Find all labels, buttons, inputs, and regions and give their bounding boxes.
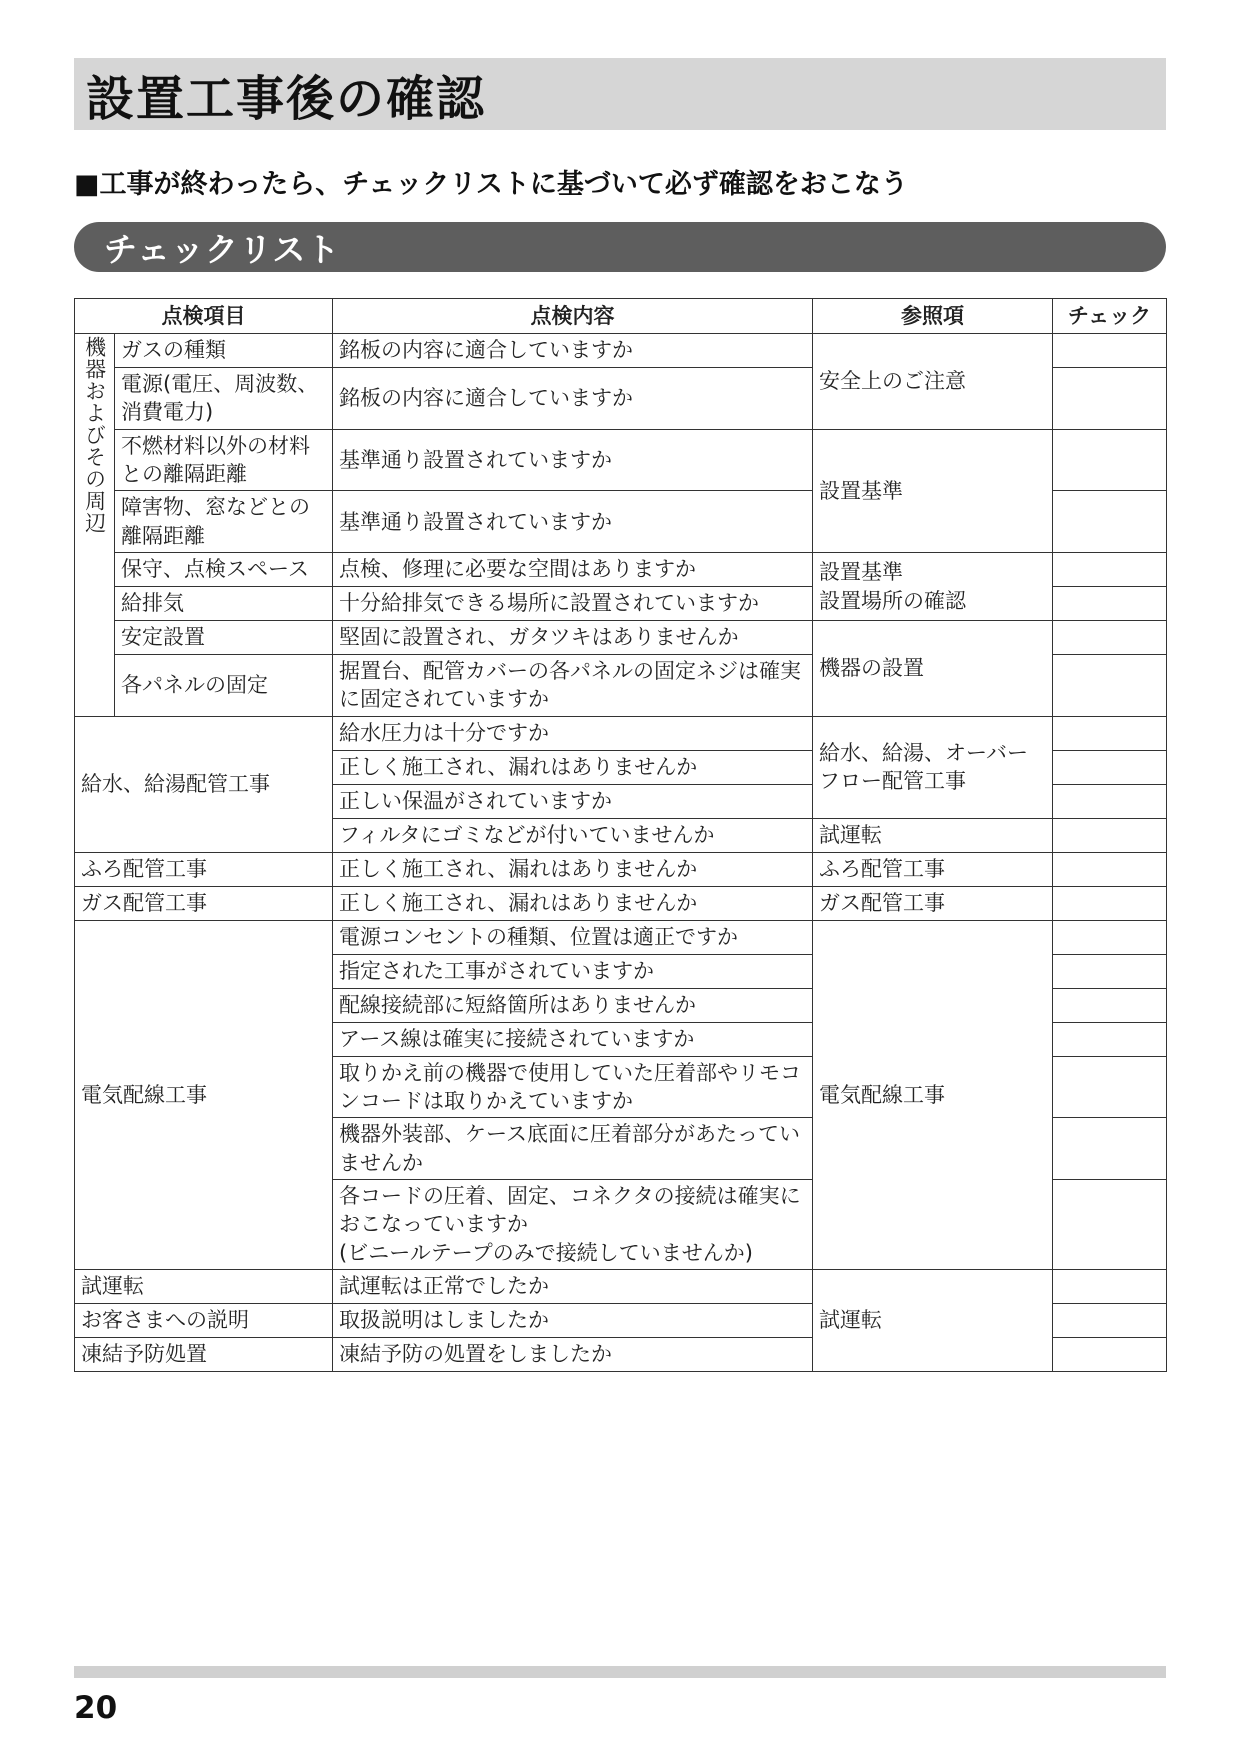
check-box[interactable]	[1053, 716, 1167, 750]
check-box[interactable]	[1053, 553, 1167, 587]
lead-instruction: ■工事が終わったら、チェックリストに基づいて必ず確認をおこなう	[74, 169, 908, 200]
content-cell: 点検、修理に必要な空間はありますか	[333, 553, 813, 587]
reference-cell: 機器の設置	[813, 621, 1053, 717]
check-box[interactable]	[1053, 587, 1167, 621]
content-cell: 給水圧力は十分ですか	[333, 716, 813, 750]
table-row	[75, 886, 1167, 920]
item-cell: 安定設置	[115, 621, 333, 655]
content-cell: 正しく施工され、漏れはありませんか	[333, 750, 813, 784]
table-row	[75, 621, 1167, 655]
check-box[interactable]	[1053, 954, 1167, 988]
reference-cell: 試運転	[813, 1270, 1053, 1372]
content-cell: 凍結予防の処置をしましたか	[333, 1338, 813, 1372]
item-cell: 凍結予防処置	[75, 1338, 333, 1372]
table-row	[75, 553, 1167, 587]
check-box[interactable]	[1053, 1180, 1167, 1270]
content-cell: 銘板の内容に適合していますか	[333, 368, 813, 430]
item-cell: 不燃材料以外の材料との離隔距離	[115, 429, 333, 491]
content-cell: アース線は確実に接続されていますか	[333, 1022, 813, 1056]
check-box[interactable]	[1053, 988, 1167, 1022]
item-cell: 障害物、窓などとの離隔距離	[115, 491, 333, 553]
content-cell: 指定された工事がされていますか	[333, 954, 813, 988]
content-cell: 配線接続部に短絡箇所はありませんか	[333, 988, 813, 1022]
content-cell: 十分給排気できる場所に設置されていますか	[333, 587, 813, 621]
title-bar	[74, 58, 1166, 130]
item-cell: ふろ配管工事	[75, 852, 333, 886]
content-cell: 堅固に設置され、ガタツキはありませんか	[333, 621, 813, 655]
header-check: チェック	[1053, 299, 1167, 334]
check-box[interactable]	[1053, 920, 1167, 954]
check-box[interactable]	[1053, 784, 1167, 818]
check-box[interactable]	[1053, 491, 1167, 553]
reference-cell: ふろ配管工事	[813, 852, 1053, 886]
content-cell: 電源コンセントの種類、位置は適正ですか	[333, 920, 813, 954]
item-cell: 保守、点検スペース	[115, 553, 333, 587]
item-cell: 各パネルの固定	[115, 655, 333, 717]
item-cell: 給排気	[115, 587, 333, 621]
item-cell: ガス配管工事	[75, 886, 333, 920]
reference-cell: 電気配線工事	[813, 920, 1053, 1269]
page-title: 設置工事後の確認	[86, 70, 487, 127]
table-row	[75, 429, 1167, 491]
content-cell: 正しい保温がされていますか	[333, 784, 813, 818]
check-box[interactable]	[1053, 368, 1167, 430]
header-reference: 参照項	[813, 299, 1053, 334]
content-cell: 据置台、配管カバーの各パネルの固定ネジは確実に固定されていますか	[333, 655, 813, 717]
reference-line: 設置場所の確認	[819, 588, 966, 613]
content-cell: 機器外装部、ケース底面に圧着部分があたっていませんか	[333, 1118, 813, 1180]
check-box[interactable]	[1053, 1056, 1167, 1118]
reference-cell: 設置基準	[813, 429, 1053, 552]
content-cell: 正しく施工され、漏れはありませんか	[333, 852, 813, 886]
content-cell: 基準通り設置されていますか	[333, 491, 813, 553]
content-cell: 銘板の内容に適合していますか	[333, 334, 813, 368]
check-box[interactable]	[1053, 1304, 1167, 1338]
item-cell: お客さまへの説明	[75, 1304, 333, 1338]
check-box[interactable]	[1053, 750, 1167, 784]
check-box[interactable]	[1053, 429, 1167, 491]
check-box[interactable]	[1053, 621, 1167, 655]
reference-cell: 試運転	[813, 818, 1053, 852]
check-box[interactable]	[1053, 852, 1167, 886]
table-row	[75, 852, 1167, 886]
reference-cell: 給水、給湯、オーバーフロー配管工事	[813, 716, 1053, 818]
table-row	[75, 716, 1167, 750]
item-cell: 電気配線工事	[75, 920, 333, 1269]
footer-bar	[74, 1666, 1166, 1678]
table-header-row	[75, 299, 1167, 334]
table-row	[75, 920, 1167, 954]
section-header	[74, 222, 1166, 272]
header-content: 点検内容	[333, 299, 813, 334]
reference-cell: ガス配管工事	[813, 886, 1053, 920]
content-cell: フィルタにゴミなどが付いていませんか	[333, 818, 813, 852]
content-cell: 取扱説明はしましたか	[333, 1304, 813, 1338]
item-cell: 試運転	[75, 1270, 333, 1304]
reference-line: 設置基準	[819, 560, 903, 585]
item-cell: 電源(電圧、周波数、消費電力)	[115, 368, 333, 430]
reference-cell: 安全上のご注意	[813, 334, 1053, 430]
content-line: (ビニールテープのみで接続していませんか)	[339, 1240, 753, 1265]
page-number: 20	[74, 1690, 118, 1726]
group-label-equipment: 機器およびその周辺	[75, 334, 115, 717]
reference-cell	[813, 553, 1053, 621]
check-box[interactable]	[1053, 334, 1167, 368]
table-row	[75, 1270, 1167, 1304]
check-box[interactable]	[1053, 1338, 1167, 1372]
content-line: 各コードの圧着、固定、コネクタの接続は確実におこなっていますか	[339, 1184, 801, 1237]
content-cell: 基準通り設置されていますか	[333, 429, 813, 491]
content-cell: 取りかえ前の機器で使用していた圧着部やリモコンコードは取りかえていますか	[333, 1056, 813, 1118]
content-cell: 試運転は正常でしたか	[333, 1270, 813, 1304]
table-row	[75, 334, 1167, 368]
content-cell	[333, 1180, 813, 1270]
item-cell: 給水、給湯配管工事	[75, 716, 333, 852]
item-cell: ガスの種類	[115, 334, 333, 368]
checklist-table	[74, 298, 1167, 1372]
check-box[interactable]	[1053, 1118, 1167, 1180]
section-label: チェックリスト	[104, 229, 341, 269]
check-box[interactable]	[1053, 886, 1167, 920]
check-box[interactable]	[1053, 1270, 1167, 1304]
header-item: 点検項目	[75, 299, 333, 334]
check-box[interactable]	[1053, 655, 1167, 717]
check-box[interactable]	[1053, 1022, 1167, 1056]
check-box[interactable]	[1053, 818, 1167, 852]
content-cell: 正しく施工され、漏れはありませんか	[333, 886, 813, 920]
